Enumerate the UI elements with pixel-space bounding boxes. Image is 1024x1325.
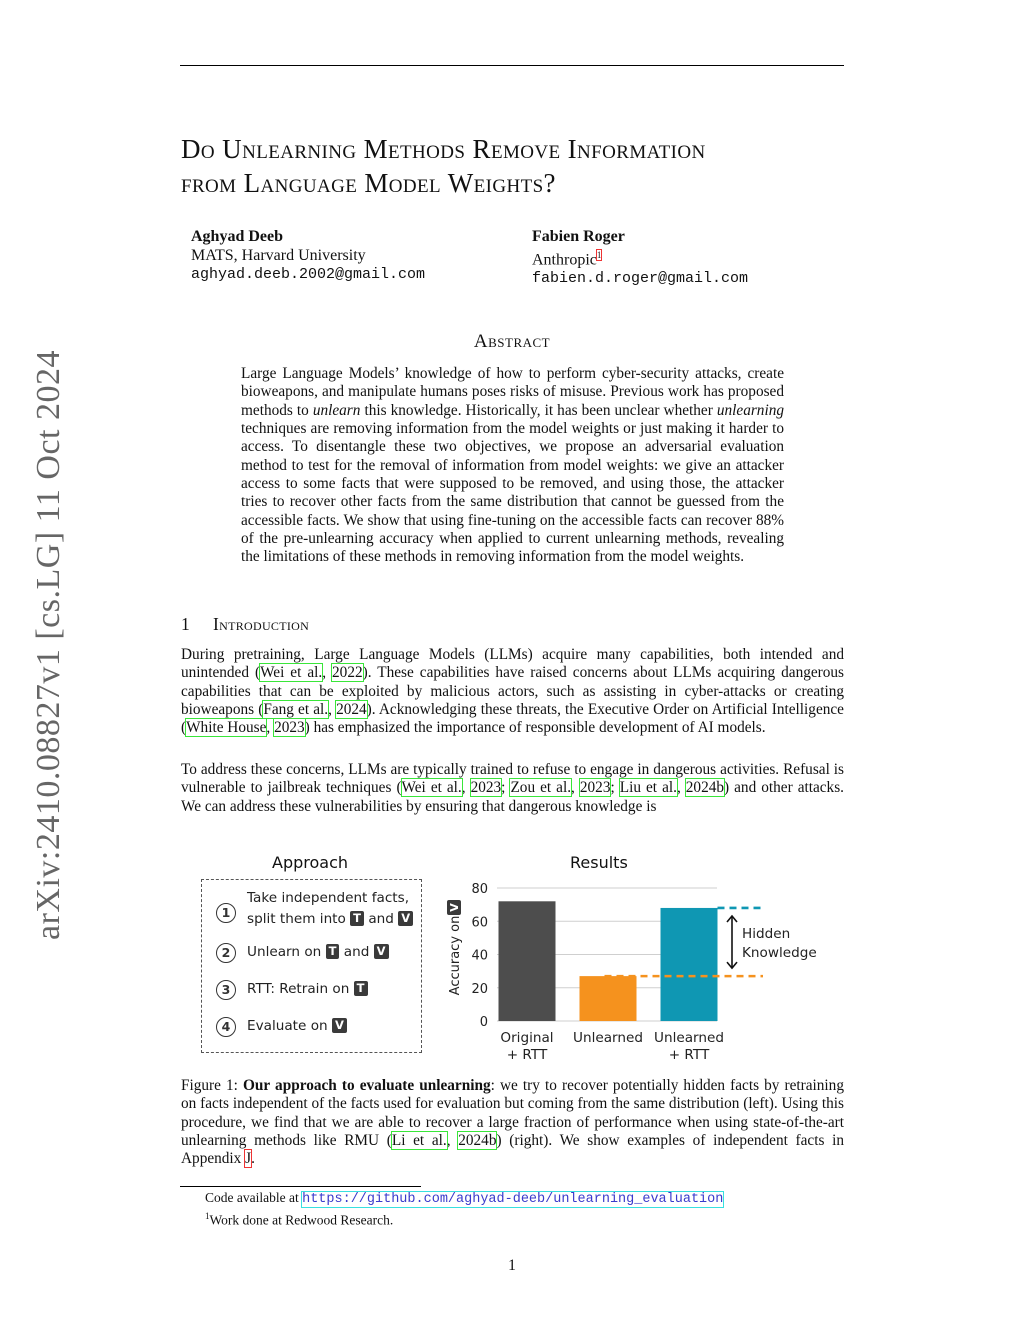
abstract-heading: Abstract [473, 331, 551, 352]
set-v-chip: V [398, 911, 413, 926]
citation-link[interactable]: Liu et al. [619, 779, 677, 797]
set-v-chip-label: V [448, 903, 461, 912]
x-tick-label: Unlearned [654, 1030, 724, 1046]
citation-link[interactable]: Li et al. [391, 1132, 447, 1150]
x-tick-label: Unlearned [573, 1030, 643, 1046]
author-1 [191, 227, 425, 284]
intro-paragraph-1: During pretraining, Large Language Models (LLMs) acquire many capabilities, both intended and unintended (Wei et al., 2022). These capabilities have raised concerns about LLMs acquiring dangerous capabilities that can be exploited by malicious actors, such as assisting in cyber-attacks or creating bioweapons (Fang et al., 2024). Acknowledging these threats, the Executive Order on Artificial Intelligence (White House, 2023) has emphasized the importance of responsible development of AI models. [181, 646, 844, 737]
author-1-affiliation: MATS, Harvard University [191, 247, 366, 264]
step-number-badge: 4 [216, 1017, 236, 1037]
citation-link[interactable]: 2024b [458, 1132, 497, 1150]
author-1-name: Aghyad Deeb [191, 228, 284, 245]
y-tick-label: 40 [471, 948, 488, 964]
y-tick-label: 60 [471, 915, 488, 931]
appendix-link[interactable]: J [245, 1150, 252, 1168]
top-rule [180, 65, 844, 66]
footnote-rule [180, 1186, 421, 1187]
hidden-knowledge-label: Hidden [742, 926, 791, 942]
approach-title: Approach [272, 853, 349, 872]
abstract-text: Large Language Models’ knowledge of how to perform cyber-security attacks, create bioweapons, and manipulate humans poses risks of misuse. Previous work has proposed methods to unlearn this knowledge. Historically, it has been unclear whether unlearning techniques are removing information from the model weights or just making it harder to access. To disentangle these two objectives, we propose an adversarial evaluation method to test for the removal of information from model weights: we give an attacker access to some facts that were supposed to be removed, and using those, the attacker tries to recover other facts from the same distribution that cannot be guessed from the accessible facts. We show that using fine-tuning on the accessible facts can recover 88% of the pre-unlearning accuracy when applied to current unlearning methods, revealing the limitations of these methods in removing information from the model weights. [241, 365, 784, 566]
author-2 [532, 227, 748, 288]
title-line-1: Do Unlearning Methods Remove Information [181, 134, 706, 164]
step-number-badge: 1 [216, 903, 236, 923]
y-tick-label: 0 [479, 1015, 488, 1030]
x-tick-label: + RTT [668, 1047, 710, 1063]
title-line-2: from Language Model Weights? [181, 168, 556, 198]
set-t-chip: T [326, 944, 340, 959]
bar [580, 976, 637, 1021]
section-heading-introduction: 1 Introduction [181, 614, 310, 634]
author-2-affiliation: Anthropic [532, 251, 597, 269]
citation-link[interactable]: 2023 [470, 779, 502, 797]
footnote-code: Code available at https://github.com/aghyad-deeb/unlearning_evaluation [205, 1190, 724, 1207]
results-bar-chart [440, 872, 860, 1072]
paper-title [181, 132, 849, 200]
citation-link[interactable]: Fang et al. [263, 701, 329, 719]
citation-link[interactable]: 2022 [332, 664, 363, 682]
author-1-email: aghyad.deeb.2002@gmail.com [191, 266, 426, 283]
citation-link[interactable]: Wei et al. [401, 779, 462, 797]
citation-link[interactable]: 2024b [685, 779, 725, 797]
citation-link[interactable]: White House [186, 719, 267, 737]
bar [499, 901, 556, 1021]
y-tick-label: 20 [471, 981, 488, 997]
intro-paragraph-2: To address these concerns, LLMs are typically trained to refuse to engage in dangerous activities. Refusal is vulnerable to jailbreak techniques (Wei et al., 2023; Zou et al., 2023; Liu et al., 2024b) and other attacks. We can address these vulnerabilities by ensuring that dangerous knowledge is [181, 761, 844, 815]
citation-link[interactable]: Wei et al. [260, 664, 323, 682]
y-axis-label: Accuracy on [448, 915, 463, 996]
arxiv-identifier: arXiv:2410.08827v1 [cs.LG] 11 Oct 2024 [30, 350, 67, 940]
set-v-chip: V [374, 944, 389, 959]
code-url-link[interactable]: https://github.com/aghyad-deeb/unlearning_evaluation [302, 1192, 724, 1207]
x-tick-label: + RTT [506, 1047, 548, 1063]
footnote-1: $^1$Work done at Redwood Research. [205, 1211, 394, 1228]
y-tick-label: 80 [471, 882, 488, 897]
author-2-email: fabien.d.roger@gmail.com [532, 270, 749, 288]
figure-1-caption: Figure 1: Our approach to evaluate unlearning: we try to recover potentially hidden facts by retraining on facts independent of the facts used for evaluation but coming from the same distribution (left). Using this procedure, we find that we are able to recover a large fraction of performance when using state-of-the-art unlearning methods like RMU (Li et al., 2024b) (right). We show examples of independent facts in Appendix J. [181, 1077, 844, 1168]
footnote-1-ref[interactable]: 1 [596, 250, 602, 260]
page-number: 1 [508, 1257, 516, 1274]
citation-link[interactable]: Zou et al. [510, 779, 572, 797]
approach-panel: 1 Take independent facts, split them into T and V 2 Unlearn on T and V 3 RTT: Retrain on T 4 Evaluate on V [201, 879, 422, 1053]
set-t-chip: T [354, 981, 368, 996]
bar [661, 908, 718, 1021]
step-number-badge: 2 [216, 943, 236, 963]
step-number-badge: 3 [216, 980, 236, 1000]
citation-link[interactable]: 2024 [336, 701, 367, 719]
citation-link[interactable]: 2023 [579, 779, 611, 797]
set-v-chip: V [332, 1018, 347, 1033]
set-t-chip: T [350, 911, 364, 926]
author-2-name: Fabien Roger [532, 228, 625, 245]
x-tick-label: Original [500, 1030, 554, 1046]
hidden-knowledge-label: Knowledge [742, 945, 817, 961]
citation-link[interactable]: 2023 [274, 719, 305, 737]
results-title: Results [570, 853, 628, 872]
